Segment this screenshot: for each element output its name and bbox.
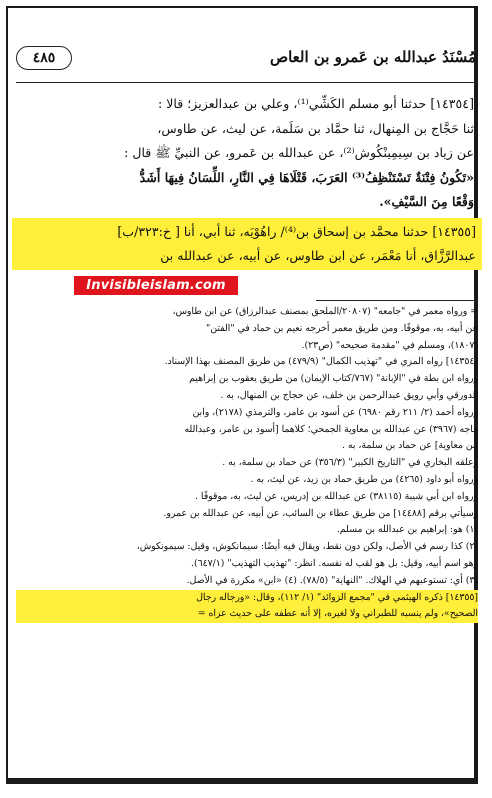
highlighted-line: عبدالرَّزَّاق، أنا مَعْمَر، عن ابن طاوس، عن أبيه، عن عبدالله بن — [160, 248, 476, 263]
footnote-line: وهو اسم أبيه، وقيل: بل هو لقب له نفسه. انظر: "تهذيب التهذيب" (٦٤٧/١). — [191, 557, 478, 569]
footnote-line: الدورقي وأبي رويق عبدالرحمن بن خلف، عن حجاج بن المنهال، به . — [220, 389, 478, 401]
footnote-line: ماجه (٣٩٦٧) عن عبدالله بن معاوية الجمحي؛ كلاهما [أسود بن عامر، وعبدالله — [184, 423, 478, 435]
footnote-divider — [316, 300, 476, 301]
footnote-line: ورواه ابن بطة في "الإبانة" (٧٦٧/كتاب الإيمان) من طريق يعقوب بن إبراهيم — [189, 373, 478, 385]
footnote-line: [١٤٣٥٤] رواه المزي في "تهذيب الكمال" (٤٧٩/٩) من طريق المصنف بهذا الإسناد. — [164, 356, 478, 368]
footnote-line: (٢) كذا رسم في الأصل، ولكن دون نقط، ويقال فيه أيضًا: سيمانكوش، وقيل: سيمونكوش، — [136, 541, 478, 553]
footnote-line: ورواه أبو داود (٤٢٦٥) من طريق حماد بن زيد، عن ليث، به . — [250, 473, 478, 485]
header-divider — [16, 82, 476, 83]
text-line: [١٤٣٥٤] حدثنا أبو مسلم الكَشِّي⁽¹⁾، وعلي بن عبدالعزيز؛ قالا : — [158, 96, 474, 111]
highlighted-line: [١٤٣٥٥] حدثنا محمَّد بن إسحاق بن⁽⁴⁾/ راهُوْيَه، ثنا أبي، أنا [ خ:٣٢٣/ب] — [117, 224, 476, 239]
text-line: «تَكُونُ فِتْنَةٌ تَسْتَنْظِفُ⁽³⁾ العَرَبَ، قَتْلَاهَا فِي النَّارِ، اللِّسَانُ فِيهَا أَشَدُّ — [139, 169, 474, 185]
footnote-line: = ورواه معمر في "جامعه" (٢٠٨٠٧/الملحق بمصنف عبدالرزاق) عن ابن طاوس، — [172, 306, 478, 317]
hadith-text — [16, 92, 474, 215]
footnote-line: ورواه أحمد (٢/ ٢١١ رقم ٦٩٨٠) عن أسود بن عامر، والترمذي (٢١٧٨)، وابن — [192, 406, 478, 418]
footnote-line: ورواه ابن أبي شيبة (٣٨١١٥) عن عبدالله بن إدريس، عن ليث، به، موقوفًا . — [194, 490, 478, 502]
page-header — [16, 48, 476, 76]
text-line: ثنا حَجَّاج بن المِنهال، ثنا حمَّاد بن سَلَمة، عن ليث، عن طاوس، — [157, 120, 474, 136]
footnote-line: ابن معاوية] عن حماد بن سلمة، به . — [341, 440, 478, 452]
footnote-line: عن أبيه، به، موقوفًا. ومن طريق معمر أخرجه نعيم بن حماد في "الفتن" — [205, 322, 478, 334]
text-line: عن زياد بن سِيمِينْكُوش⁽²⁾، عن عبدالله بن عَمرو، عن النبيِّ ﷺ قال : — [124, 145, 474, 160]
footnotes — [16, 304, 478, 623]
highlighted-hadith — [18, 220, 476, 268]
footnote-line-highlighted: الصحيح»، ولم ينسبه للطبراني ولا لغيره، إلا أنه عطفه على حديث عزاه = — [16, 606, 478, 623]
footnote-line-highlighted: [١٤٣٥٥] ذكره الهيثمي في "مجمع الزوائد" (١/ ١١٢)، وقال: «ورجاله رجال — [16, 590, 478, 607]
footnote-line: (١٨٠٧)، ومسلم في "مقدمة صحيحه" (ص٢٣). — [301, 339, 478, 351]
footnote-line: وعلقه البخاري في "التاريخ الكبير" (٣٥٦/٣) عن حماد بن سلمة، به . — [222, 457, 478, 469]
text-line: وَقْعًا مِنَ السَّيْفِ». — [379, 194, 474, 209]
page-number: ٤٨٥ — [16, 46, 72, 70]
watermark-badge: Invisibleislam.com — [74, 276, 238, 295]
footnote-line: (٣) أي: تستوعبهم في الهلاك. "النهاية" (٧٨/٥). (٤) «ابن» مكررة في الأصل. — [186, 574, 478, 586]
running-title: مُسْنَدُ عبدالله بن عَمرو بن العاص — [269, 48, 476, 66]
footnote-line: (١) هو: إبراهيم بن عبدالله بن مسلم. — [336, 524, 478, 536]
footnote-line: وسيأتي برقم [١٤٤٨٨] من طريق عطاء بن السائب، عن أبيه، عن عبدالله بن عمرو. — [163, 507, 478, 519]
